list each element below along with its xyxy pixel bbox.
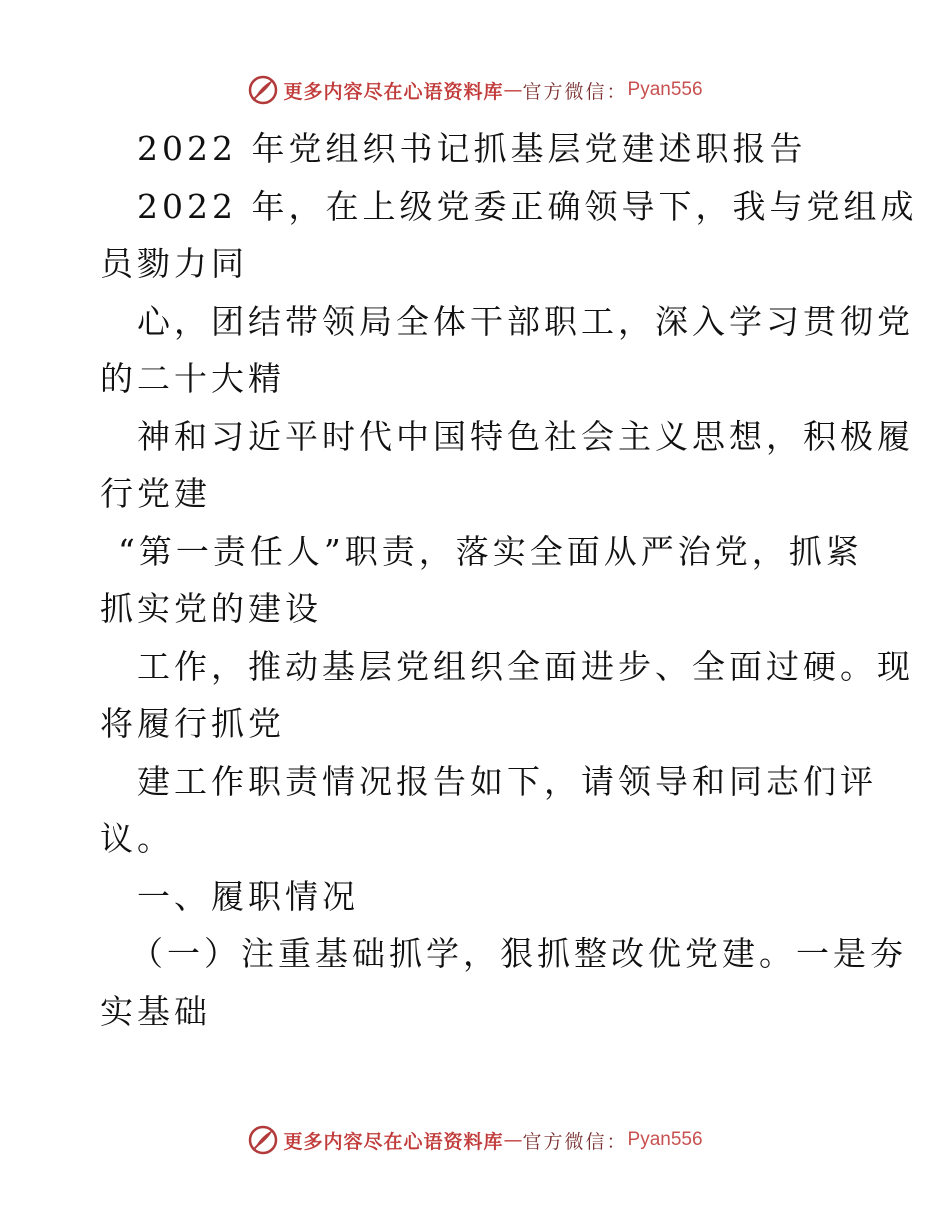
subsection-heading: （一）注重基础抓学，狠抓整改优党建。一是夯 — [130, 934, 907, 973]
watermark-dash: — — [503, 79, 523, 101]
watermark-colon: ： — [606, 1130, 626, 1153]
document-line: 神和习近平时代中国特色社会主义思想，积极履 — [137, 416, 914, 456]
watermark-wechat-id: Pyan556 — [627, 79, 703, 100]
document-line: 将履行抓党 — [100, 704, 285, 743]
document-line: 2022 年，在上级党委正确领导下，我与党组成 — [137, 186, 918, 226]
document-line: 行党建 — [100, 474, 211, 513]
document-body — [100, 120, 918, 1040]
watermark-text: 更多内容尽在心语资料库 — [283, 1130, 504, 1153]
section-heading: 一、履职情况 — [137, 876, 359, 916]
watermark-text: 更多内容尽在心语资料库 — [283, 80, 504, 103]
document-title: 2022 年党组织书记抓基层党建述职报告 — [137, 129, 807, 168]
quill-pen-logo-icon — [247, 1124, 279, 1156]
document-line: 工作，推动基层党组织全面进步、全面过硬。现 — [137, 646, 914, 686]
header-watermark — [0, 74, 950, 106]
quill-pen-logo-icon — [247, 74, 279, 106]
watermark-dash: — — [503, 1129, 523, 1151]
document-line: 实基础 — [100, 991, 211, 1031]
watermark-wechat-id: Pyan556 — [627, 1129, 703, 1150]
footer-watermark — [0, 1124, 950, 1156]
document-line: 员勠力同 — [100, 244, 248, 283]
document-line: 议。 — [100, 819, 174, 858]
watermark-wechat-label: 官方微信 — [522, 80, 607, 103]
document-line: 的二十大精 — [100, 359, 285, 398]
document-line: 心，团结带领局全体干部职工，深入学习贯彻党 — [137, 301, 914, 341]
watermark-wechat-label: 官方微信 — [522, 1130, 607, 1153]
document-line: 抓实党的建设 — [100, 589, 322, 628]
watermark-colon: ： — [606, 80, 626, 103]
document-line: 建工作职责情况报告如下，请领导和同志们评 — [137, 761, 877, 801]
document-line: “第一责任人”职责，落实全面从严治党，抓紧 — [118, 531, 863, 571]
